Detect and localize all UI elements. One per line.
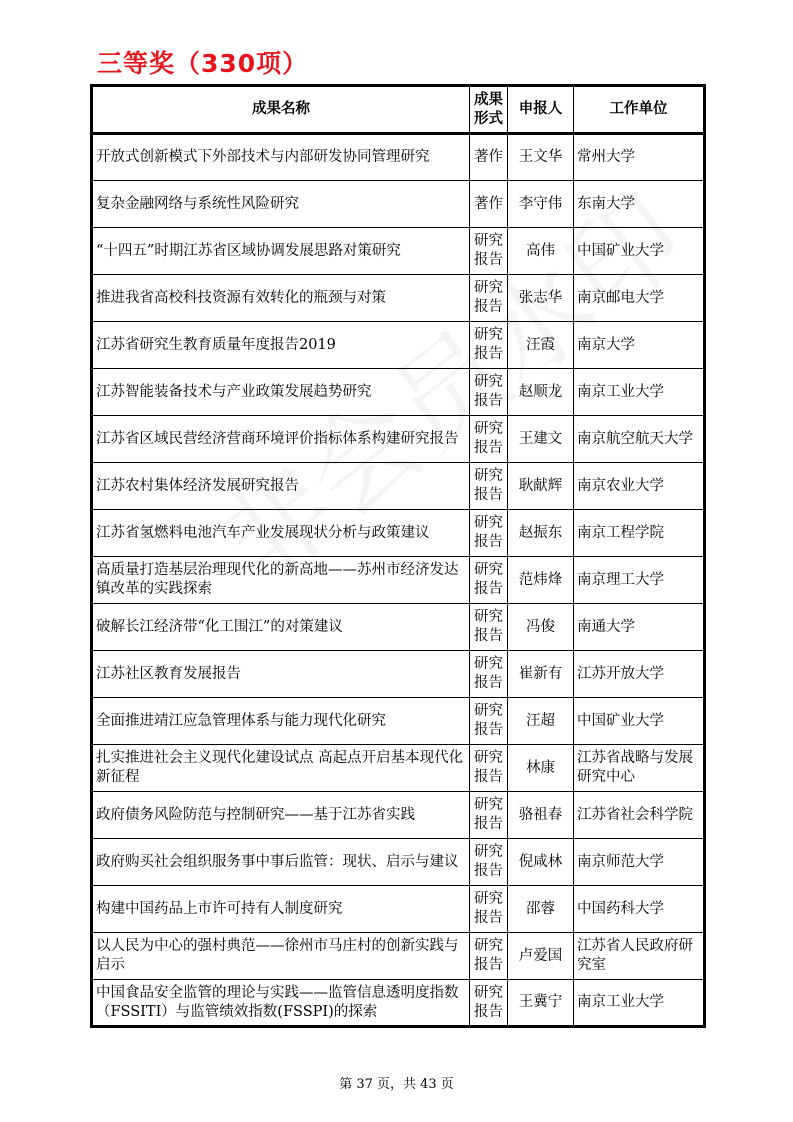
cell-unit: 南京邮电大学: [574, 275, 705, 322]
cell-name: 开放式创新模式下外部技术与内部研发协同管理研究: [92, 134, 470, 181]
cell-form: 研究报告: [470, 651, 508, 698]
table-row: [92, 228, 705, 275]
cell-author: 卢爱国: [508, 933, 574, 980]
cell-unit: 中国矿业大学: [574, 228, 705, 275]
cell-name: 中国食品安全监管的理论与实践——监管信息透明度指数（FSSITI）与监管绩效指数(FSSPI)的探索: [92, 980, 470, 1027]
cell-author: 张志华: [508, 275, 574, 322]
cell-form: 研究报告: [470, 886, 508, 933]
cell-name: 构建中国药品上市许可持有人制度研究: [92, 886, 470, 933]
cell-author: 赵振东: [508, 510, 574, 557]
cell-author: 赵顺龙: [508, 369, 574, 416]
cell-author: 李守伟: [508, 181, 574, 228]
cell-unit: 南京工业大学: [574, 369, 705, 416]
cell-form: 研究报告: [470, 698, 508, 745]
cell-unit: 南京农业大学: [574, 463, 705, 510]
cell-form: 研究报告: [470, 604, 508, 651]
cell-unit: 南京工业大学: [574, 980, 705, 1027]
cell-form: 研究报告: [470, 510, 508, 557]
cell-name: 推进我省高校科技资源有效转化的瓶颈与对策: [92, 275, 470, 322]
header-name: 成果名称: [92, 86, 470, 134]
cell-name: 江苏智能装备技术与产业政策发展趋势研究: [92, 369, 470, 416]
cell-unit: 东南大学: [574, 181, 705, 228]
cell-form: 研究报告: [470, 933, 508, 980]
table-row: [92, 651, 705, 698]
table-row: [92, 839, 705, 886]
table-row: [92, 322, 705, 369]
cell-name: 江苏省区域民营经济营商环境评价指标体系构建研究报告: [92, 416, 470, 463]
cell-form: 研究报告: [470, 228, 508, 275]
cell-form: 研究报告: [470, 745, 508, 792]
table-row: [92, 886, 705, 933]
table-row: [92, 134, 705, 181]
table-row: [92, 792, 705, 839]
cell-unit: 江苏开放大学: [574, 651, 705, 698]
page-footer: 第 37 页，共 43 页: [339, 1077, 454, 1092]
cell-name: 扎实推进社会主义现代化建设试点 高起点开启基本现代化新征程: [92, 745, 470, 792]
table-row: [92, 369, 705, 416]
table-header-row: [92, 86, 705, 134]
cell-form: 研究报告: [470, 463, 508, 510]
table-row: [92, 933, 705, 980]
table-row: [92, 604, 705, 651]
cell-unit: 南京航空航天大学: [574, 416, 705, 463]
table-row: [92, 275, 705, 322]
cell-name: 江苏省氢燃料电池汽车产业发展现状分析与政策建议: [92, 510, 470, 557]
cell-name: 江苏农村集体经济发展研究报告: [92, 463, 470, 510]
cell-author: 崔新有: [508, 651, 574, 698]
cell-author: 骆祖春: [508, 792, 574, 839]
cell-form: 研究报告: [470, 839, 508, 886]
cell-author: 倪咸林: [508, 839, 574, 886]
cell-author: 冯俊: [508, 604, 574, 651]
cell-author: 邵蓉: [508, 886, 574, 933]
cell-unit: 南京理工大学: [574, 557, 705, 604]
cell-name: 全面推进靖江应急管理体系与能力现代化研究: [92, 698, 470, 745]
cell-name: 以人民为中心的强村典范——徐州市马庄村的创新实践与启示: [92, 933, 470, 980]
cell-author: 王文华: [508, 134, 574, 181]
cell-author: 耿献辉: [508, 463, 574, 510]
table-row: [92, 980, 705, 1027]
section-heading: 三等奖（330项）: [97, 49, 309, 78]
cell-unit: 南京工程学院: [574, 510, 705, 557]
cell-author: 林康: [508, 745, 574, 792]
cell-name: 江苏社区教育发展报告: [92, 651, 470, 698]
cell-unit: 南京师范大学: [574, 839, 705, 886]
cell-form: 著作: [470, 134, 508, 181]
cell-author: 高伟: [508, 228, 574, 275]
cell-name: 破解长江经济带“化工围江”的对策建议: [92, 604, 470, 651]
cell-form: 研究报告: [470, 275, 508, 322]
cell-author: 汪超: [508, 698, 574, 745]
cell-author: 王冀宁: [508, 980, 574, 1027]
table-row: [92, 557, 705, 604]
table-row: [92, 416, 705, 463]
table-row: [92, 463, 705, 510]
cell-unit: 江苏省战略与发展研究中心: [574, 745, 705, 792]
cell-form: 研究报告: [470, 322, 508, 369]
cell-name: 政府购买社会组织服务事中事后监管：现状、启示与建议: [92, 839, 470, 886]
cell-name: 江苏省研究生教育质量年度报告2019: [92, 322, 470, 369]
cell-author: 王建文: [508, 416, 574, 463]
cell-author: 汪霞: [508, 322, 574, 369]
table-row: [92, 698, 705, 745]
cell-name: 高质量打造基层治理现代化的新高地——苏州市经济发达镇改革的实践探索: [92, 557, 470, 604]
cell-form: 著作: [470, 181, 508, 228]
header-unit: 工作单位: [574, 86, 705, 134]
cell-unit: 江苏省人民政府研究室: [574, 933, 705, 980]
cell-form: 研究报告: [470, 980, 508, 1027]
cell-unit: 中国药科大学: [574, 886, 705, 933]
cell-unit: 南京大学: [574, 322, 705, 369]
cell-unit: 江苏省社会科学院: [574, 792, 705, 839]
table-row: [92, 745, 705, 792]
cell-form: 研究报告: [470, 792, 508, 839]
awards-table: [90, 84, 706, 1028]
header-form: 成果形式: [470, 86, 508, 134]
cell-name: 复杂金融网络与系统性风险研究: [92, 181, 470, 228]
cell-form: 研究报告: [470, 416, 508, 463]
cell-author: 范炜烽: [508, 557, 574, 604]
cell-unit: 常州大学: [574, 134, 705, 181]
cell-form: 研究报告: [470, 557, 508, 604]
cell-name: 政府债务风险防范与控制研究——基于江苏省实践: [92, 792, 470, 839]
cell-form: 研究报告: [470, 369, 508, 416]
header-author: 申报人: [508, 86, 574, 134]
cell-name: “十四五”时期江苏省区域协调发展思路对策研究: [92, 228, 470, 275]
cell-unit: 中国矿业大学: [574, 698, 705, 745]
table-row: [92, 510, 705, 557]
cell-unit: 南通大学: [574, 604, 705, 651]
table-row: [92, 181, 705, 228]
